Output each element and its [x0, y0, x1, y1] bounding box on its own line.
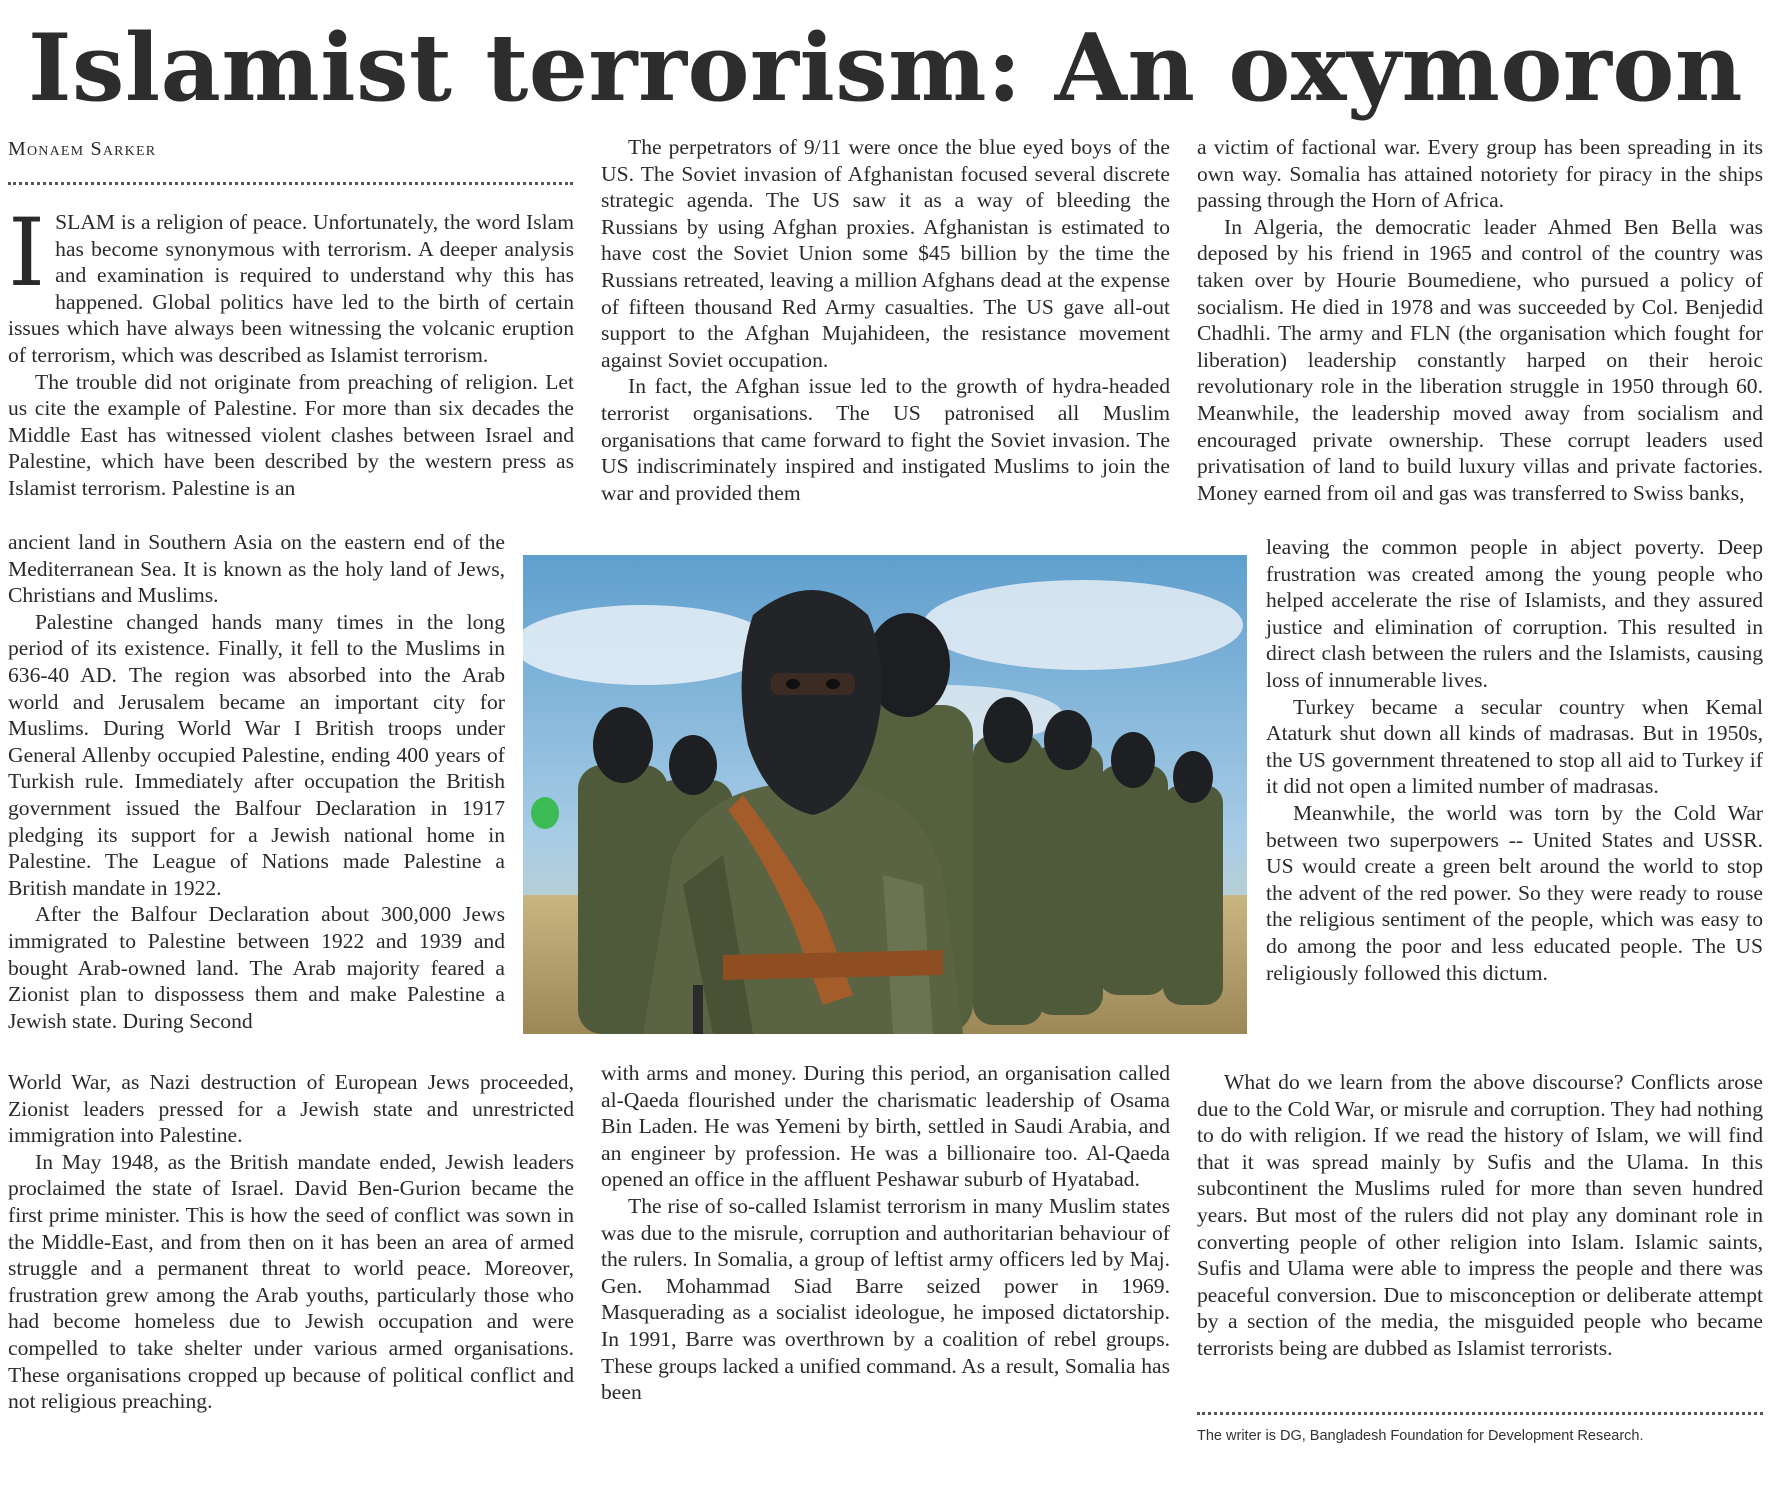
paragraph: The perpetrators of 9/11 were once the blue eyed boys of the US. The Soviet invasion of Afghanistan focused several discrete strategic agenda. The US saw it as a way of bleeding the Russians by using Afghan proxies. Afghanistan is estimated to have cost the Soviet Union some $45 billion by the time the Russians retreated, leaving a million Afghans dead at the expense of fifteen thousand Red Army casualties. The US gave all-out support to the Afghan Mujahideen, the resistance movement against Soviet occupation.	[601, 135, 1170, 372]
footnote-divider	[1197, 1412, 1763, 1415]
column-3-middle	[1266, 534, 1763, 986]
paragraph: After the Balfour Declaration about 300,000 Jews immigrated to Palestine between 1922 and 1939 and bought Arab-owned land. The Arab majority feared a Zionist plan to dispossess them and make Palestine a Jewish state. During Second	[8, 902, 505, 1033]
paragraph: Turkey became a secular country when Kemal Ataturk shut down all kinds of madrasas. But in 1950s, the US government threatened to stop all aid to Turkey if it did not open a limited number of madrasas.	[1266, 694, 1763, 799]
paragraph: Palestine changed hands many times in the long period of its existence. Finally, it fell to the Muslims in 636-40 AD. The region was absorbed into the Arab world and Jerusalem became an important city for Muslims. During World War I British troops under General Allenby occupied Palestine, ending 400 years of Turkish rule. Immediately after occupation the British government issued the Balfour Declaration in 1917 pledging its support for a Jewish national home in Palestine. The League of Nations made Palestine a British mandate in 1922.	[8, 609, 505, 900]
byline: Monaem Sarker	[8, 138, 157, 160]
author-footnote: The writer is DG, Bangladesh Foundation for Development Research.	[1197, 1428, 1644, 1444]
paragraph: What do we learn from the above discourse? Conflicts arose due to the Cold War, or misrule and corruption. They had nothing to do with religion. If we read the history of Islam, we will find that it was spread mainly by Sufis and the Ulama. In this subcontinent the Muslims ruled for more than seven hundred years. But most of the rulers did not play any dominant role in converting people of other religion into Islam. Islamic saints, Sufis and Ulama were able to impress the people and there was peaceful conversion. Due to misconception or deliberate attempt by a section of the media, the misguided people who became terrorists being are dubbed as Islamist terrorists.	[1197, 1070, 1763, 1360]
column-1-middle	[8, 529, 505, 1034]
headline: Islamist terrorism: An oxymoron	[27, 13, 1744, 122]
paragraph: The trouble did not originate from preaching of religion. Let us cite the example of Palestine. For more than six decades the Middle East has witnessed violent clashes between Israel and Palestine, which have been described by the western press as Islamist terrorism. Palestine is an	[8, 369, 574, 500]
column-3-bottom	[1197, 1069, 1763, 1362]
paragraph: SLAM is a religion of peace. Unfortunately, the word Islam has become synonymous with terrorism. A deeper analysis and examination is required to understand why this has happened. Global politics have led to the birth of certain issues which have always been witnessing the volcanic eruption of terrorism, which was described as Islamist terrorism.	[8, 210, 574, 367]
paragraph: with arms and money. During this period, an organisation called al-Qaeda flourished under the charismatic leadership of Osama Bin Laden. He was Yemeni by birth, settled in Saudi Arabia, and an engineer by profession. He was a billionaire too. Al-Qaeda opened an office in the affluent Peshawar suburb of Hyatabad.	[601, 1061, 1170, 1192]
article-photo	[523, 555, 1247, 1034]
paragraph: In May 1948, as the British mandate ended, Jewish leaders proclaimed the state of Israel. David Ben-Gurion became the first prime minister. This is how the seed of conflict was sown in the Middle-East, and from then on it has been an area of armed struggle and a permanent threat to world peace. Moreover, frustration grew among the Arab youths, particularly those who had become homeless due to Jewish occupation and were compelled to take shelter under various armed organisations. These organisations cropped up because of political conflict and not religious preaching.	[8, 1149, 574, 1414]
byline-divider	[8, 182, 573, 185]
column-2-bottom	[601, 1060, 1170, 1406]
paragraph: leaving the common people in abject poverty. Deep frustration was created among the young people who helped accelerate the rise of Islamists, and they assured justice and elimination of corruption. This resulted in direct clash between the rulers and the Islamists, causing loss of innumerable lives.	[1266, 535, 1763, 692]
column-3-top	[1197, 134, 1763, 506]
column-2-top	[601, 134, 1170, 506]
paragraph: a victim of factional war. Every group has been spreading in its own way. Somalia has attained notoriety for piracy in the ships passing through the Horn of Africa.	[1197, 135, 1763, 213]
paragraph: World War, as Nazi destruction of European Jews proceeded, Zionist leaders pressed for a Jewish state and unrestricted immigration into Palestine.	[8, 1070, 574, 1148]
drop-cap: I	[8, 199, 46, 308]
paragraph: In fact, the Afghan issue led to the growth of hydra-headed terrorist organisations. The US patronised all Muslim organisations that came forward to fight the Soviet invasion. The US indiscriminately inspired and instigated Muslims to join the war and provided them	[601, 374, 1170, 505]
paragraph: Meanwhile, the world was torn by the Cold War between two superpowers -- United States and USSR. US would create a green belt around the world to stop the advent of the red power. So they were ready to rouse the religious sentiment of the people, which was easy to do among the poor and less educated people. The US religiously followed this dictum.	[1266, 800, 1763, 985]
column-1-bottom	[8, 1069, 574, 1415]
paragraph: ancient land in Southern Asia on the eastern end of the Mediterranean Sea. It is known as the holy land of Jews, Christians and Muslims.	[8, 530, 505, 608]
paragraph: The rise of so-called Islamist terrorism in many Muslim states was due to the misrule, corruption and authoritarian behaviour of the rulers. In Somalia, a group of leftist army officers led by Maj. Gen. Mohammad Siad Barre seized power in 1969. Masquerading as a socialist ideologue, he imposed dictatorship. In 1991, Barre was overthrown by a coalition of rebel groups. These groups lacked a unified command. As a result, Somalia has been	[601, 1193, 1170, 1405]
column-1-top	[8, 199, 574, 502]
paragraph: In Algeria, the democratic leader Ahmed Ben Bella was deposed by his friend in 1965 and control of the country was taken over by Hourie Boumediene, who pursued a policy of socialism. He died in 1978 and was succeeded by Col. Benjedid Chadhli. The army and FLN (the organisation which fought for liberation) leadership constantly harped on their heroic revolutionary role in the liberation struggle in 1950 through 60. Meanwhile, the leadership moved away from socialism and encouraged private ownership. These corrupt leaders used privatisation of land to build luxury villas and private factories. Money earned from oil and gas was transferred to Swiss banks,	[1197, 214, 1763, 505]
